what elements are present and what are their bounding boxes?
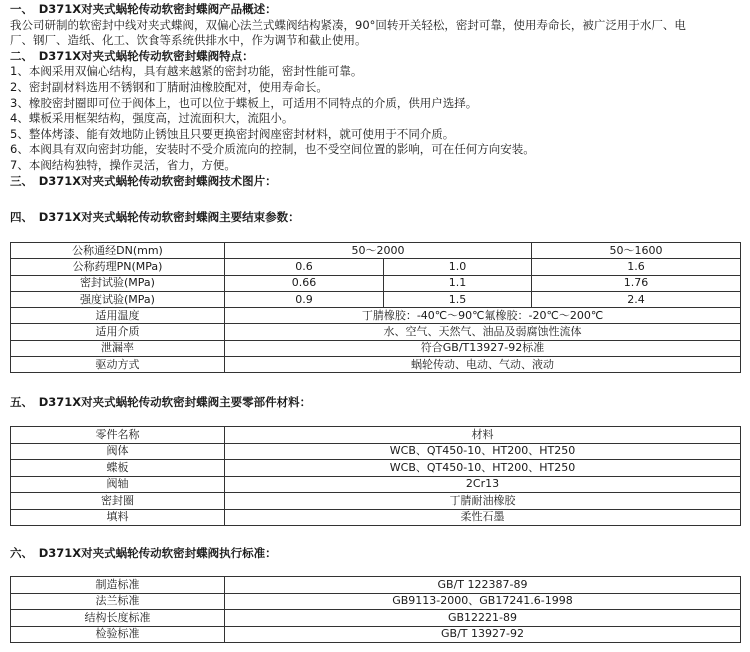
table-cell: 0.6 (225, 259, 384, 275)
section5-title: 五、 D371X对夹式蜗轮传动软密封蝶阀主要零部件材料： (10, 395, 312, 409)
standards-table (10, 576, 741, 643)
intro-line: 厂、钢厂、造纸、化工、饮食等系统供排水中，作为调节和截止使用。 (10, 33, 367, 48)
feature-item: 6、本阀具有双向密封功能，安装时不受介质流向的控制，也不受空间位置的影响，可在任何方向安装。 (10, 142, 535, 157)
table-cell: 0.66 (225, 275, 384, 291)
table-row (11, 493, 741, 510)
table-cell: 密封圈 (11, 493, 225, 510)
table-row (11, 476, 741, 493)
table-row (11, 357, 741, 373)
table-cell: 泄漏率 (11, 340, 225, 356)
table-cell: 2.4 (532, 291, 741, 307)
table-row (11, 509, 741, 526)
table-cell: 适用介质 (11, 324, 225, 340)
table-row (11, 626, 741, 643)
feature-item: 7、本阀结构独特，操作灵活，省力，方便。 (10, 157, 236, 172)
table-cell: 1.1 (384, 275, 532, 291)
table-row (11, 324, 741, 340)
feature-item: 3、橡胶密封圈即可位于阀体上，也可以位于蝶板上，可适用不同特点的介质，供用户选择。 (10, 95, 478, 110)
table-cell: 50～1600 (532, 243, 741, 259)
table-cell: 强度试验(MPa) (11, 291, 225, 307)
table-cell: 50～2000 (225, 243, 532, 259)
table-row (11, 443, 741, 460)
table-row (11, 427, 741, 444)
table-cell: 法兰标准 (11, 593, 225, 610)
table-row (11, 340, 741, 356)
table-cell: 密封试验(MPa) (11, 275, 225, 291)
table-cell: 2Cr13 (225, 476, 741, 493)
table-cell: WCB、QT450-10、HT200、HT250 (225, 460, 741, 477)
table-cell: GB/T 122387-89 (225, 577, 741, 594)
section6-title: 六、 D371X对夹式蜗轮传动软密封蝶阀执行标准： (10, 546, 277, 560)
table-cell: 材料 (225, 427, 741, 444)
table-cell: 阀轴 (11, 476, 225, 493)
table-row (11, 291, 741, 307)
intro-heading-1: 一、 D371X对夹式蜗轮传动软密封蝶阀产品概述： (10, 2, 277, 16)
table-cell: 填料 (11, 509, 225, 526)
table-cell: 0.9 (225, 291, 384, 307)
feature-item: 1、本阀采用双偏心结构，具有越来越紧的密封功能，密封性能可靠。 (10, 64, 363, 79)
table-row (11, 610, 741, 627)
feature-item: 5、整体烤漆、能有效地防止锈蚀且只要更换密封阀座密封材料，就可使用于不同介质。 (10, 126, 455, 141)
table-row (11, 259, 741, 275)
table-row (11, 243, 741, 259)
table-cell: 1.5 (384, 291, 532, 307)
table-cell: 公称药理PN(MPa) (11, 259, 225, 275)
section4-title: 四、 D371X对夹式蜗轮传动软密封蝶阀主要结束参数： (10, 210, 300, 224)
table-cell: 制造标准 (11, 577, 225, 594)
table-row (11, 593, 741, 610)
table-row (11, 308, 741, 324)
table-cell: 适用温度 (11, 308, 225, 324)
table-row (11, 460, 741, 477)
intro-heading-2: 二、 D371X对夹式蜗轮传动软密封蝶阀特点： (10, 48, 254, 63)
table-cell: 水、空气、天然气、油品及弱腐蚀性流体 (225, 324, 741, 340)
table-cell: 蜗轮传动、电动、气动、液动 (225, 357, 741, 373)
table-cell: 丁腈耐油橡胶 (225, 493, 741, 510)
table-cell: 1.0 (384, 259, 532, 275)
table-cell: 蝶板 (11, 460, 225, 477)
table-cell: GB12221-89 (225, 610, 741, 627)
table-cell: 1.6 (532, 259, 741, 275)
table-cell: 阀体 (11, 443, 225, 460)
intro-section (10, 2, 746, 189)
table-cell: GB/T 13927-92 (225, 626, 741, 643)
feature-item: 2、密封副材料选用不锈钢和丁腈耐油橡胶配对，使用寿命长。 (10, 79, 328, 94)
table-cell: 丁腈橡胶：-40℃～90℃氟橡胶：-20℃～200℃ (225, 308, 741, 324)
table-row (11, 577, 741, 594)
table-cell: 公称通经DN(mm) (11, 243, 225, 259)
materials-table (10, 426, 741, 526)
table-cell: WCB、QT450-10、HT200、HT250 (225, 443, 741, 460)
table-cell: 符合GB/T13927-92标准 (225, 340, 741, 356)
table-cell: 驱动方式 (11, 357, 225, 373)
table-cell: 结构长度标准 (11, 610, 225, 627)
parameters-table (10, 242, 741, 373)
table-cell: GB9113-2000、GB17241.6-1998 (225, 593, 741, 610)
table-row (11, 275, 741, 291)
feature-item: 4、蝶板采用框架结构，强度高，过流面积大，流阻小。 (10, 111, 294, 126)
table-cell: 检验标准 (11, 626, 225, 643)
intro-line: 我公司研制的软密封中线对夹式蝶阀，双偏心法兰式蝶阀结构紧凑，90°回转开关轻松，密封可靠，使用寿命长，被广泛用于水厂、电 (10, 17, 686, 32)
intro-heading-3: 三、 D371X对夹式蜗轮传动软密封蝶阀技术图片： (10, 173, 277, 188)
table-cell: 柔性石墨 (225, 509, 741, 526)
table-cell: 零件名称 (11, 427, 225, 444)
table-cell: 1.76 (532, 275, 741, 291)
